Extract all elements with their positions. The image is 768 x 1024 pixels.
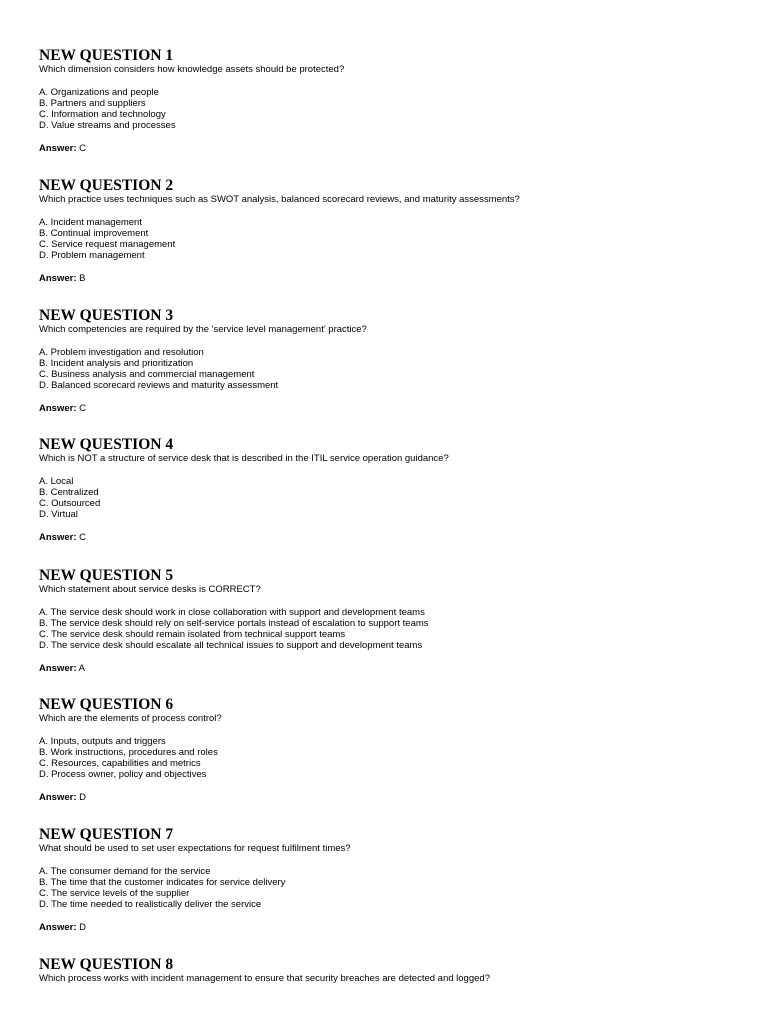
option-d: D. Process owner, policy and objectives: [39, 769, 207, 781]
question-text: Which process works with incident management to ensure that security breaches are detected and logged?: [39, 973, 490, 984]
question-title: NEW QUESTION 5: [39, 567, 174, 584]
option-d: D. Problem management: [39, 250, 145, 262]
question-text: Which practice uses techniques such as SWOT analysis, balanced scorecard reviews, and maturity assessments?: [39, 194, 520, 205]
answer-label: Answer:: [39, 662, 77, 674]
question-block-7: [39, 827, 739, 933]
option-list: [39, 736, 739, 781]
question-title: NEW QUESTION 8: [39, 956, 174, 973]
question-block-2: [39, 178, 739, 284]
answer-value: A: [78, 662, 85, 674]
option-a: A. Inputs, outputs and triggers: [39, 735, 166, 747]
question-text: Which dimension considers how knowledge assets should be protected?: [39, 64, 345, 75]
question-text: Which statement about service desks is CORRECT?: [39, 584, 261, 595]
option-c: C. Service request management: [39, 239, 176, 251]
option-a: A. The consumer demand for the service: [39, 865, 211, 877]
option-c: C. The service desk should remain isolated from technical support teams: [39, 629, 346, 641]
question-block-1: [39, 48, 739, 154]
option-a: A. Incident management: [39, 216, 142, 228]
answer-label: Answer:: [39, 791, 77, 803]
answer-label: Answer:: [39, 272, 77, 284]
option-a: A. The service desk should work in close collaboration with support and development teams: [39, 606, 425, 618]
answer-label: Answer:: [39, 531, 77, 543]
option-a: A. Organizations and people: [39, 86, 159, 98]
option-list: [39, 217, 739, 262]
option-d: D. Balanced scorecard reviews and maturity assessment: [39, 380, 279, 392]
answer-line: [39, 663, 739, 675]
question-title: NEW QUESTION 6: [39, 696, 174, 713]
answer-value: D: [79, 921, 86, 933]
answer-label: Answer:: [39, 142, 77, 154]
answer-line: [39, 792, 739, 804]
question-text: What should be used to set user expectations for request fulfilment times?: [39, 843, 351, 854]
option-b: B. The service desk should rely on self-service portals instead of escalation to support teams: [39, 617, 429, 629]
question-title: NEW QUESTION 3: [39, 307, 174, 324]
option-d: D. The service desk should escalate all technical issues to support and development teams: [39, 640, 423, 652]
option-b: B. Work instructions, procedures and roles: [39, 746, 218, 758]
answer-line: [39, 922, 739, 934]
answer-line: [39, 403, 739, 415]
question-block-4: [39, 437, 739, 543]
option-a: A. Problem investigation and resolution: [39, 346, 204, 358]
answer-line: [39, 143, 739, 155]
option-a: A. Local: [39, 475, 74, 487]
question-title: NEW QUESTION 1: [39, 47, 174, 64]
option-d: D. Value streams and processes: [39, 120, 176, 132]
answer-label: Answer:: [39, 921, 77, 933]
question-block-8: [39, 957, 739, 985]
answer-line: [39, 273, 739, 285]
option-c: C. Business analysis and commercial management: [39, 369, 255, 381]
answer-label: Answer:: [39, 402, 77, 414]
option-b: B. Centralized: [39, 486, 99, 498]
option-list: [39, 607, 739, 652]
question-block-3: [39, 308, 739, 414]
option-b: B. Continual improvement: [39, 227, 149, 239]
question-title: NEW QUESTION 4: [39, 436, 174, 453]
answer-value: D: [79, 791, 86, 803]
question-title: NEW QUESTION 7: [39, 826, 174, 843]
answer-value: C: [79, 402, 86, 414]
option-list: [39, 87, 739, 132]
answer-value: C: [79, 142, 86, 154]
option-b: B. The time that the customer indicates for service delivery: [39, 876, 286, 888]
question-block-5: [39, 568, 739, 674]
option-list: [39, 476, 739, 521]
option-d: D. The time needed to realistically deliver the service: [39, 899, 262, 911]
question-title: NEW QUESTION 2: [39, 177, 174, 194]
option-list: [39, 866, 739, 911]
option-d: D. Virtual: [39, 509, 78, 521]
question-block-6: [39, 697, 739, 803]
question-text: Which is NOT a structure of service desk that is described in the ITIL service operation guidance?: [39, 453, 449, 464]
answer-value: B: [79, 272, 86, 284]
option-c: C. Information and technology: [39, 109, 166, 121]
question-text: Which competencies are required by the 'service level management' practice?: [39, 324, 367, 335]
option-c: C. Outsourced: [39, 498, 101, 510]
option-c: C. The service levels of the supplier: [39, 888, 190, 900]
answer-line: [39, 532, 739, 544]
option-b: B. Partners and suppliers: [39, 97, 146, 109]
question-text: Which are the elements of process control?: [39, 713, 222, 724]
option-list: [39, 347, 739, 392]
option-b: B. Incident analysis and prioritization: [39, 357, 194, 369]
answer-value: C: [79, 531, 86, 543]
option-c: C. Resources, capabilities and metrics: [39, 758, 201, 770]
